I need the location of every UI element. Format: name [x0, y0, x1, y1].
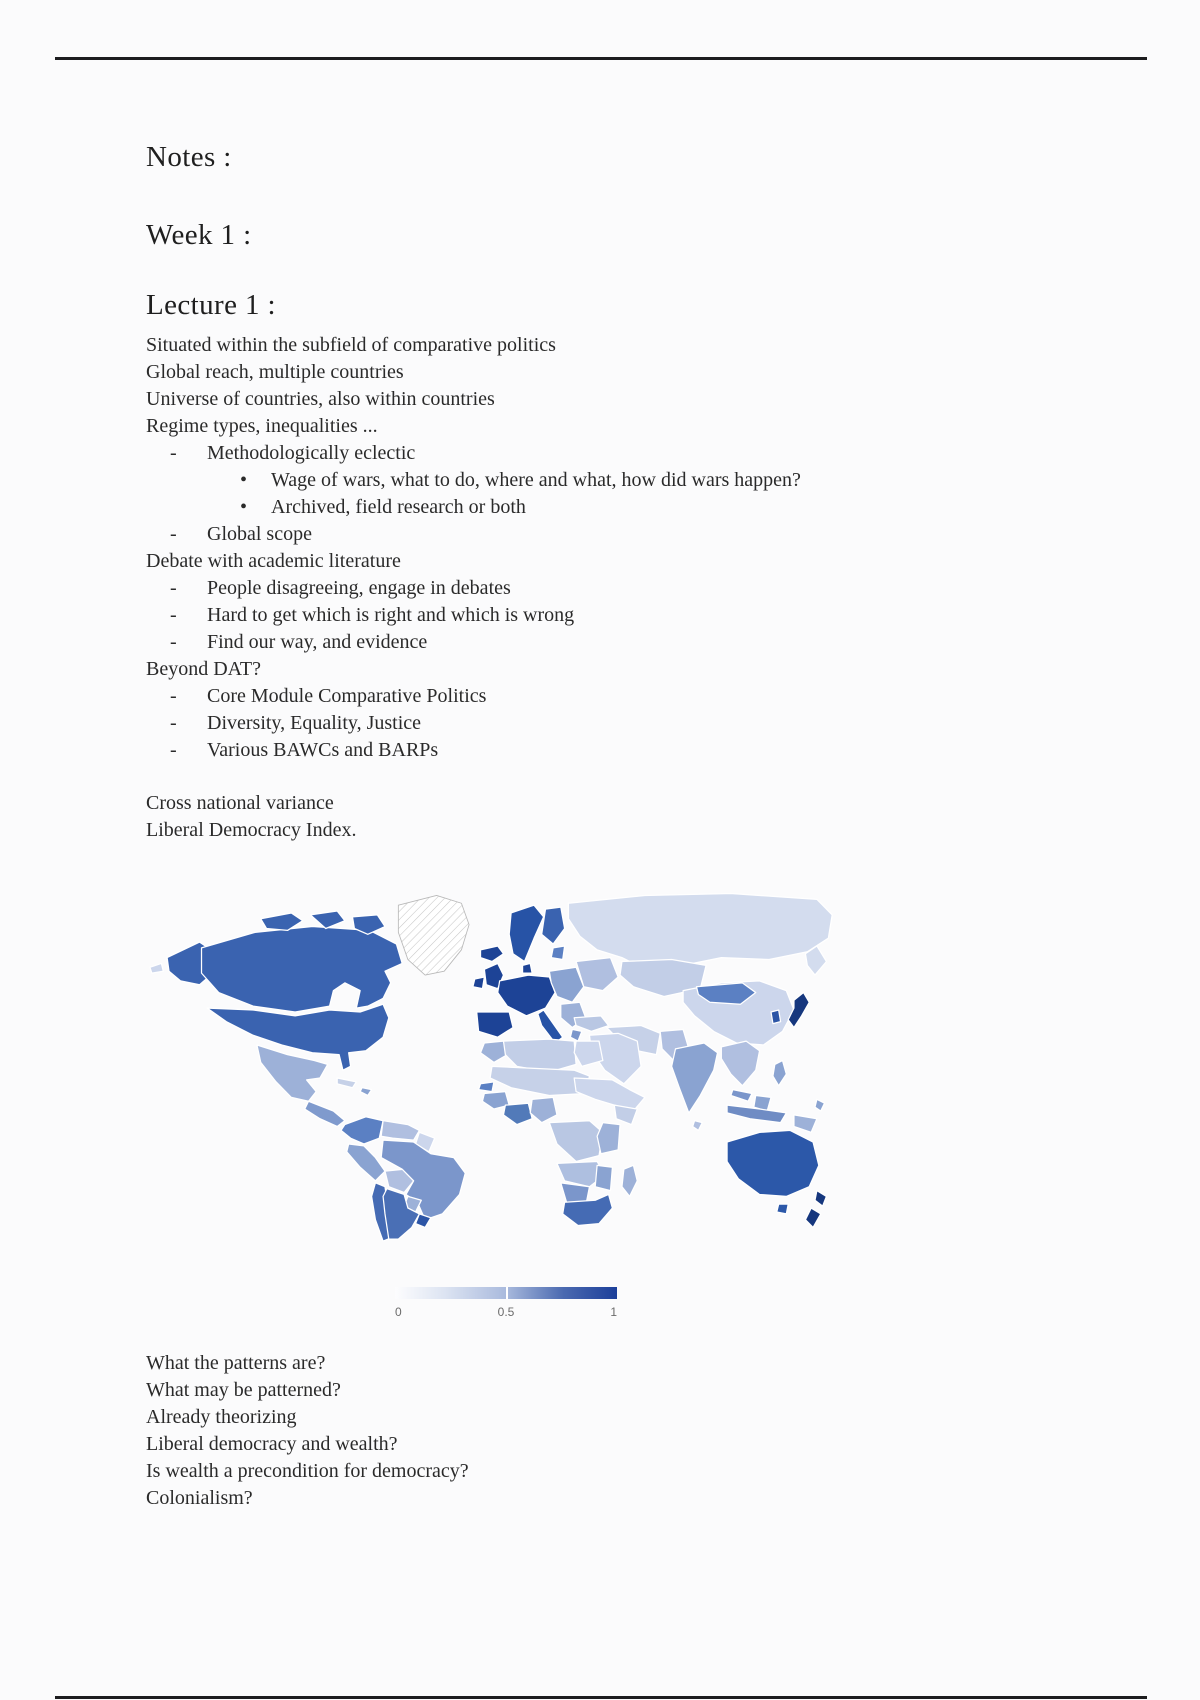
note-line-bullet: • Archived, field research or both [146, 494, 1066, 521]
note-line: Situated within the subfield of comparative politics [146, 334, 556, 356]
region-new-zealand-south [805, 1208, 820, 1227]
region-senegal [479, 1082, 494, 1092]
dash-marker: - [170, 685, 177, 707]
region-india [672, 1043, 718, 1113]
region-peru [347, 1144, 385, 1181]
figure-caption-lines [146, 790, 1066, 844]
dash-marker: - [170, 442, 177, 464]
note-line: What may be patterned? [146, 1379, 341, 1401]
region-ireland [473, 977, 484, 989]
note-line-dash: - Methodologically eclectic [146, 440, 1066, 467]
region-pacific-island [815, 1099, 825, 1111]
note-line: Liberal Democracy Index. [146, 819, 357, 841]
legend-tick-max: 1 [610, 1305, 617, 1319]
region-madagascar [622, 1165, 637, 1196]
note-line: Universe of countries, also within countries [146, 388, 495, 410]
legend-mid-tick [506, 1287, 508, 1299]
region-central-africa [549, 1121, 603, 1162]
world-choropleth-map [148, 845, 836, 1245]
note-line-dash: - Diversity, Equality, Justice [146, 710, 1066, 737]
legend-tick-labels [395, 1305, 617, 1321]
region-greenland-nodata [398, 895, 469, 975]
region-iberia [477, 1012, 513, 1037]
notes-heading: Notes : [146, 141, 232, 173]
region-turkey [574, 1016, 608, 1032]
region-central-america [305, 1101, 345, 1126]
dash-marker: - [170, 631, 177, 653]
note-line-dash: - Find our way, and evidence [146, 629, 1066, 656]
legend-tick-mid: 0.5 [497, 1305, 515, 1319]
region-scandinavia [509, 905, 543, 961]
dash-marker: - [170, 523, 177, 545]
region-western-europe [498, 975, 555, 1016]
dash-marker: - [170, 604, 177, 626]
dash-marker: - [170, 712, 177, 734]
top-divider-rule [55, 57, 1147, 60]
region-sri-lanka [693, 1121, 703, 1131]
region-greece [570, 1029, 581, 1041]
region-venezuela [381, 1121, 419, 1140]
region-italy [538, 1010, 563, 1043]
legend-gradient-bar [395, 1287, 617, 1299]
note-line: What the patterns are? [146, 1352, 326, 1374]
region-east-africa [597, 1123, 620, 1154]
note-line-dash: - Global scope [146, 521, 1066, 548]
week-heading: Week 1 : [146, 219, 252, 251]
note-line: Liberal democracy and wealth? [146, 1433, 398, 1455]
region-morocco [481, 1041, 508, 1062]
region-malaysia [731, 1090, 752, 1102]
note-line: Beyond DAT? [146, 658, 261, 680]
region-tasmania [777, 1204, 788, 1214]
note-line: Cross national variance [146, 792, 334, 814]
region-canada [202, 927, 403, 1012]
note-line: Regime types, inequalities ... [146, 415, 378, 437]
bottom-divider-rule [55, 1696, 1147, 1699]
closing-questions-block [146, 1350, 1066, 1512]
region-mozambique [595, 1165, 612, 1190]
map-color-legend [395, 1287, 617, 1321]
bullet-marker: • [240, 469, 248, 491]
note-line: Colonialism? [146, 1487, 253, 1509]
note-line-dash: - People disagreeing, engage in debates [146, 575, 1066, 602]
region-nigeria [530, 1097, 557, 1122]
region-central-europe [549, 967, 583, 1002]
region-sudan-horn [574, 1078, 645, 1111]
region-ethiopia [614, 1105, 637, 1124]
region-aleutian-island [150, 963, 163, 973]
world-map-svg [148, 845, 836, 1243]
note-line: Global reach, multiple countries [146, 361, 404, 383]
region-colombia [341, 1117, 383, 1144]
note-line-dash: - Core Module Comparative Politics [146, 683, 1066, 710]
note-line-bullet: • Wage of wars, what to do, where and what, how did wars happen? [146, 467, 1066, 494]
region-mainland-se-asia [721, 1041, 759, 1086]
legend-tick-min: 0 [395, 1305, 402, 1319]
region-iceland [481, 946, 504, 962]
dash-marker: - [170, 577, 177, 599]
region-egypt [574, 1041, 603, 1066]
region-hispaniola [360, 1088, 371, 1096]
region-baltics [551, 946, 564, 960]
region-new-zealand-north [815, 1191, 826, 1207]
bullet-marker: • [240, 496, 248, 518]
region-arctic-island [310, 911, 344, 928]
note-line: Debate with academic literature [146, 550, 401, 572]
region-denmark [523, 963, 533, 973]
region-korea [771, 1010, 781, 1024]
note-line: Already theorizing [146, 1406, 297, 1428]
region-papua [794, 1115, 817, 1132]
region-cuba [337, 1078, 356, 1088]
region-philippines [773, 1061, 786, 1086]
region-australia [727, 1130, 819, 1196]
lecture-heading: Lecture 1 : [146, 289, 277, 321]
note-line-dash: - Various BAWCs and BARPs [146, 737, 1066, 764]
note-line: Is wealth a precondition for democracy? [146, 1460, 469, 1482]
region-ghana-gulf [503, 1103, 532, 1124]
region-finland [542, 907, 565, 944]
lecture-notes-body [146, 332, 1066, 764]
dash-marker: - [170, 739, 177, 761]
note-line-dash: - Hard to get which is right and which is wrong [146, 602, 1066, 629]
